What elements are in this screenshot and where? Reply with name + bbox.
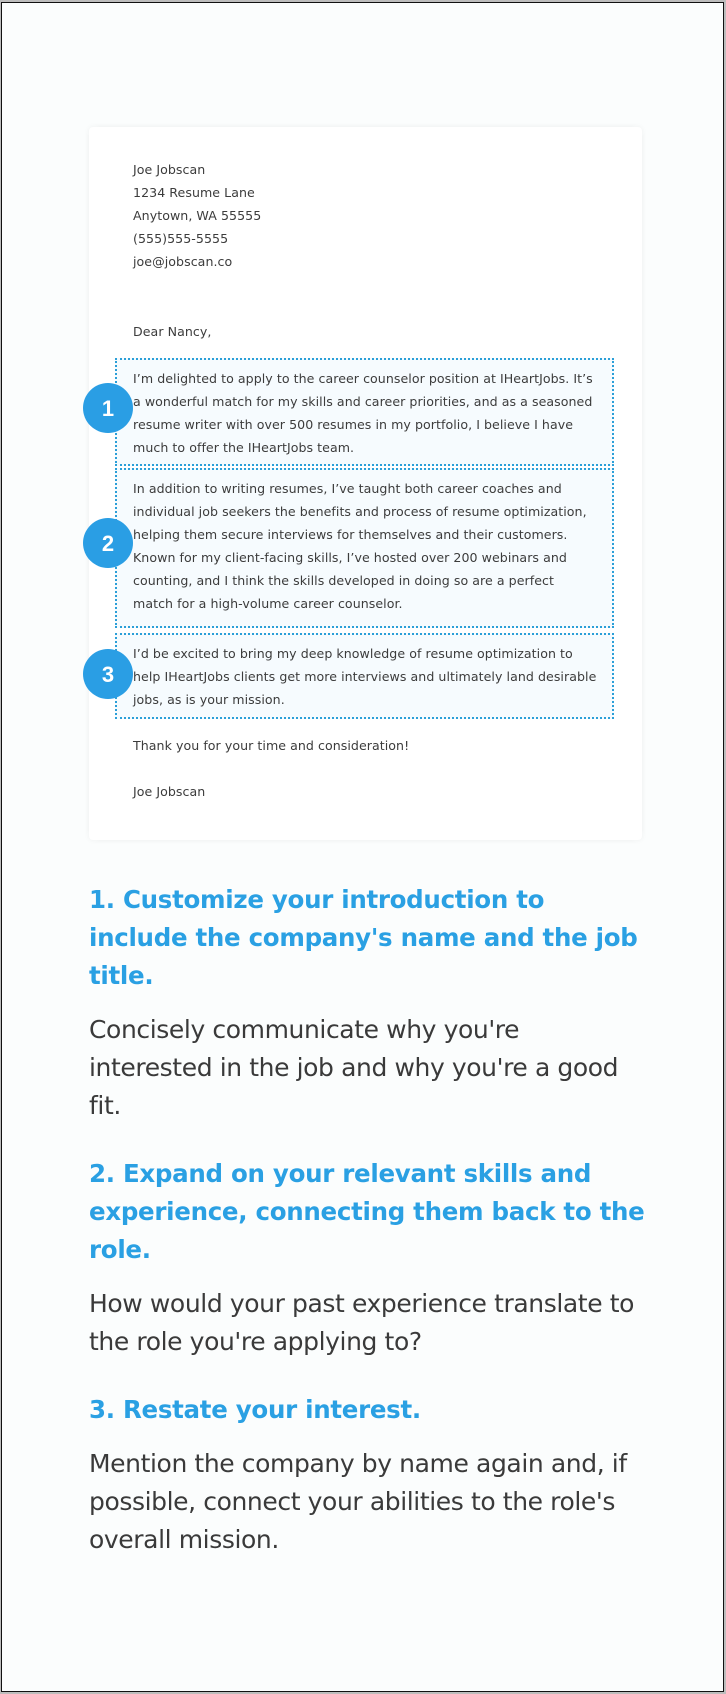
sender-city: Anytown, WA 55555: [133, 208, 262, 223]
sender-street: 1234 Resume Lane: [133, 185, 255, 200]
tip-heading: 2. Expand on your relevant skills and experience, connecting them back to the role.: [89, 1159, 645, 1264]
cover-letter-sample: [89, 127, 642, 840]
tip-heading: 3. Restate your interest.: [89, 1395, 421, 1424]
tip-2: [89, 1155, 649, 1361]
letter-closing: Thank you for your time and consideration!: [133, 738, 410, 753]
tip-3: [89, 1391, 649, 1559]
sender-name: Joe Jobscan: [133, 162, 206, 177]
letter-signature: Joe Jobscan: [133, 784, 206, 799]
paragraph-text: In addition to writing resumes, I’ve taught both career coaches and individual job seekers the benefits and process of resume optimization, helping them secure interviews for themselves and their customers. Known for my client-facing skills, I’ve hosted over 200 webinars and counting, and I think the skills developed in doing so are a perfect match for a high-volume career counselor.: [133, 481, 587, 611]
sender-address-block: [133, 158, 261, 273]
letter-paragraph-1: [101, 358, 614, 466]
number-badge-2: 2: [83, 518, 133, 568]
page-frame: [1, 2, 724, 1692]
tips-section: [89, 881, 649, 1589]
sender-email: joe@jobscan.co: [133, 254, 233, 269]
tip-body: How would your past experience translate to the role you're applying to?: [89, 1289, 635, 1356]
tip-heading: 1. Customize your introduction to include the company's name and the job title.: [89, 885, 638, 990]
tip-body: Concisely communicate why you're interested in the job and why you're a good fit.: [89, 1015, 619, 1120]
paragraph-text: I’d be excited to bring my deep knowledge of resume optimization to help IHeartJobs clients get more interviews and ultimately land desirable jobs, as is your mission.: [133, 646, 597, 707]
paragraph-text: I’m delighted to apply to the career counselor position at IHeartJobs. It’s a wonderful match for my skills and career priorities, and as a seasoned resume writer with over 500 resumes in my portfolio, I believe I have much to offer the IHeartJobs team.: [133, 371, 593, 455]
sender-phone: (555)555-5555: [133, 231, 229, 246]
tip-1: [89, 881, 649, 1125]
letter-greeting: Dear Nancy,: [133, 324, 212, 339]
tip-body: Mention the company by name again and, if possible, connect your abilities to the role's overall mission.: [89, 1449, 627, 1554]
number-badge-1: 1: [83, 383, 133, 433]
number-badge-3: 3: [83, 649, 133, 699]
letter-paragraph-2: [101, 468, 614, 628]
letter-paragraph-3: [101, 633, 614, 719]
